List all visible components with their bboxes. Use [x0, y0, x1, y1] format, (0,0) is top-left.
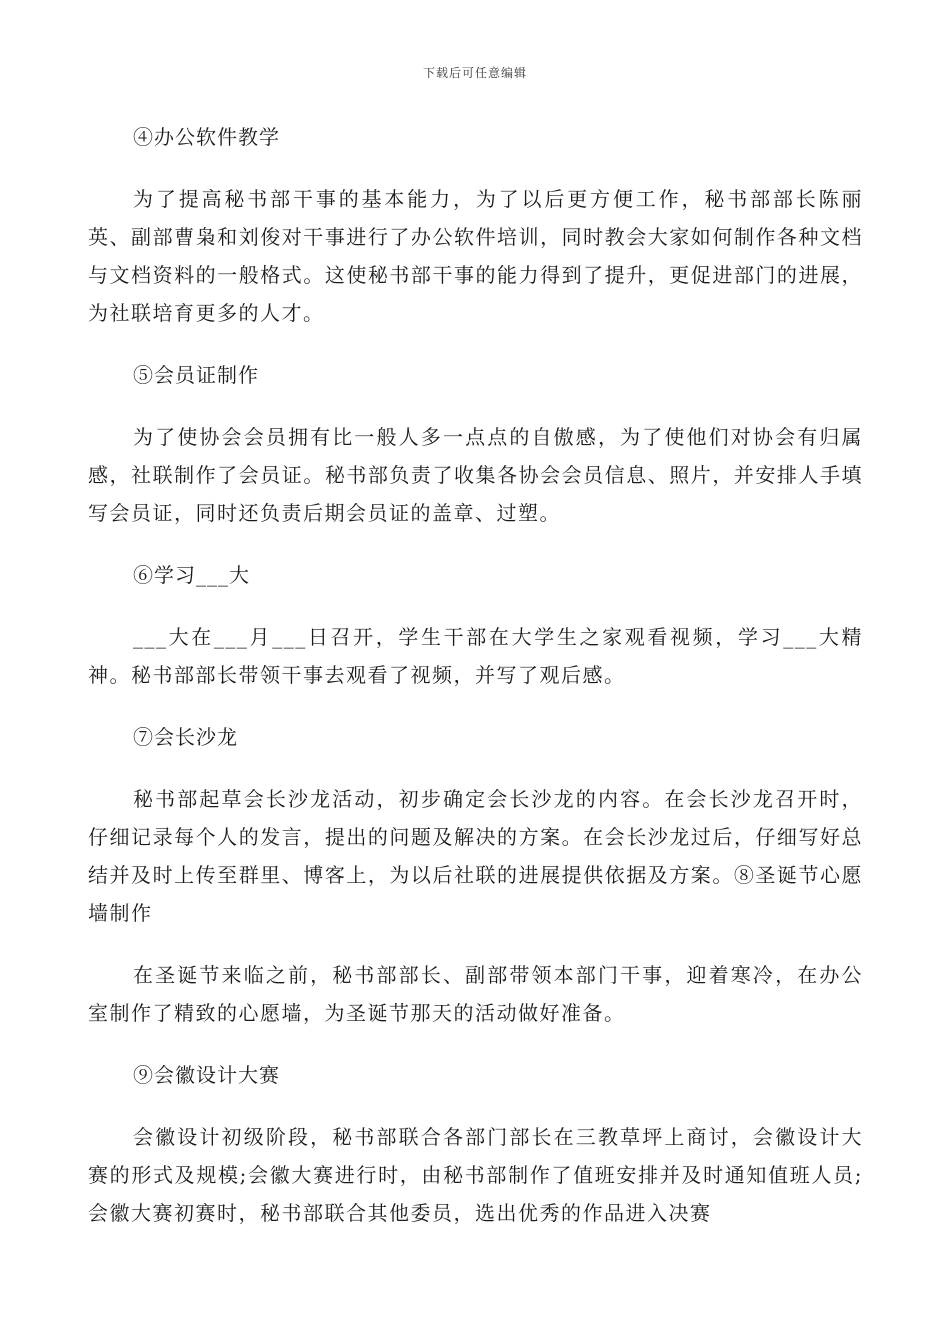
- section-heading-logo-design: ⑨会徽设计大赛: [133, 1063, 280, 1087]
- section-body-president-salon: 秘书部起草会长沙龙活动，初步确定会长沙龙的内容。在会长沙龙召开时，仔细记录每个人的发言，提出的问题及解决的方案。在会长沙龙过后，仔细写好总结并及时上传至群里、博客上，为以后社联的进展提供依据及方案。⑧圣诞节心愿墙制作: [88, 787, 863, 925]
- header-note: 下载后可任意编辑: [422, 66, 527, 80]
- section-heading-member-card: ⑤会员证制作: [133, 363, 259, 387]
- document-body: [88, 118, 863, 1256]
- section-body-logo-design: 会徽设计初级阶段，秘书部联合各部门部长在三教草坪上商讨，会徽设计大赛的形式及规模;会徽大赛进行时，由秘书部制作了值班安排并及时通知值班人员;会徽大赛初赛时，秘书部联合其他委员，选出优秀的作品进入决赛: [88, 1125, 863, 1225]
- section-body-study: ___大在___月___日召开，学生干部在大学生之家观看视频，学习___大精神。秘书部部长带领干事去观看了视频，并写了观后感。: [88, 625, 863, 687]
- section-body-member-card: 为了使协会会员拥有比一般人多一点点的自傲感，为了使他们对协会有归属感，社联制作了会员证。秘书部负责了收集各协会会员信息、照片，并安排人手填写会员证，同时还负责后期会员证的盖章、过塑。: [88, 425, 863, 525]
- section-heading-president-salon: ⑦会长沙龙: [133, 725, 238, 749]
- section-heading-office-software: ④办公软件教学: [133, 125, 280, 149]
- section-body-office-software: 为了提高秘书部干事的基本能力，为了以后更方便工作，秘书部部长陈丽英、副部曹枭和刘俊对干事进行了办公软件培训，同时教会大家如何制作各种文档与文档资料的一般格式。这使秘书部干事的能力得到了提升，更促进部门的进展，为社联培育更多的人才。: [88, 187, 863, 325]
- section-heading-study: ⑥学习___大: [133, 563, 250, 587]
- section-body-christmas-wish-wall: 在圣诞节来临之前，秘书部部长、副部带领本部门干事，迎着寒冷，在办公室制作了精致的心愿墙，为圣诞节那天的活动做好准备。: [88, 963, 863, 1025]
